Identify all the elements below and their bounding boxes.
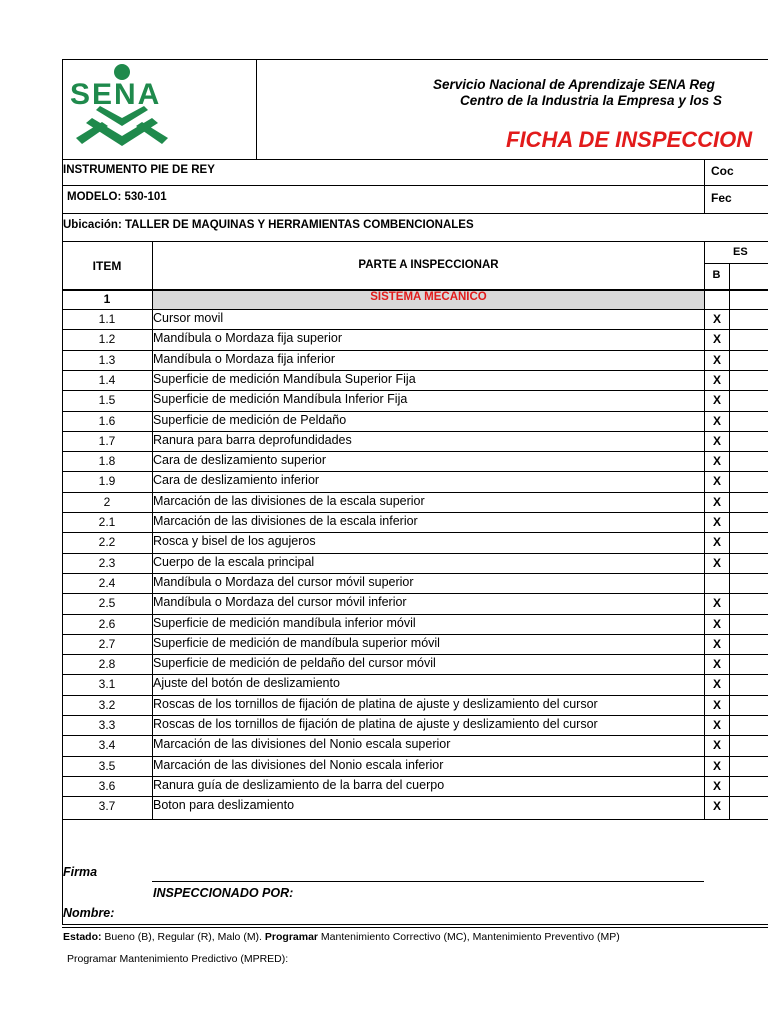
row-part-name: Mandíbula o Mordaza fija inferior <box>153 351 336 366</box>
col-state-sub: B <box>712 269 721 281</box>
row-item-number: 2.8 <box>98 657 116 672</box>
programar-text: Mantenimiento Correctivo (MC), Mantenimiento Preventivo (MP) <box>318 931 620 943</box>
row-part-name: Mandíbula o Mordaza fija superior <box>153 331 342 346</box>
row-state-mark: X <box>712 596 721 611</box>
row-part-name: Roscas de los tornillos de fijación de platina de ajuste y deslizamiento del cursor <box>153 717 598 731</box>
row-state-mark: X <box>712 433 721 448</box>
row-item-number: 2.1 <box>98 515 116 529</box>
form-title: FICHA DE INSPECCION <box>506 127 753 152</box>
inspected-by-label: INSPECCIONADO POR: <box>153 886 294 900</box>
row-part-name: Superficie de medición de peldaño del cursor móvil <box>153 656 436 671</box>
row-state-mark: X <box>712 799 721 814</box>
estado-label: Estado: <box>63 931 102 943</box>
row-part-name: Superficie de medición mandíbula inferior móvil <box>153 615 416 630</box>
row-part-name: Superficie de medición de mandíbula superior móvil <box>153 635 440 650</box>
row-part-name: Cursor movil <box>153 311 224 325</box>
firma-label: Firma <box>63 865 98 879</box>
row-part-name: Superficie de medición Mandíbula Superior Fija <box>153 371 416 386</box>
row-item-number: 3.7 <box>98 799 116 814</box>
col-state-header: ES <box>733 246 748 258</box>
row-part-name: Ranura para barra deprofundidades <box>153 432 352 447</box>
row-part-name: Ajuste del botón de deslizamiento <box>153 676 340 691</box>
org-line-1: Servicio Nacional de Aprendizaje SENA Reg <box>433 77 715 92</box>
model-label: MODELO: 530-101 <box>67 191 167 203</box>
row-part-name: Superficie de medición de Peldaño <box>153 412 347 427</box>
row-state-mark: X <box>712 393 721 408</box>
row-item-number: 1.7 <box>98 433 116 448</box>
row-part-name: Boton para deslizamiento <box>153 798 295 813</box>
row-item-number: 1.5 <box>98 393 116 408</box>
row-state-mark: X <box>712 332 721 347</box>
instrument-label: INSTRUMENTO PIE DE REY <box>63 164 215 176</box>
estado-line <box>63 931 620 943</box>
row-item-number: 1.4 <box>98 372 116 387</box>
estado-text: Bueno (B), Regular (R), Malo (M). <box>101 931 265 943</box>
row-state-mark: X <box>712 352 721 367</box>
row-state-mark: X <box>712 413 721 428</box>
row-item-number: 1.8 <box>98 454 116 469</box>
row-part-name: Cuerpo de la escala principal <box>153 554 315 569</box>
row-part-name: Cara de deslizamiento inferior <box>153 473 320 488</box>
row-state-mark: X <box>712 657 721 672</box>
row-state-mark: X <box>712 494 721 509</box>
row-item-number: 1.2 <box>98 332 116 347</box>
row-state-mark: X <box>712 555 721 570</box>
row-part-name: Ranura guía de deslizamiento de la barra del cuerpo <box>153 777 445 792</box>
row-state-mark: X <box>712 738 721 753</box>
row-item-number: 3.2 <box>98 697 116 712</box>
signature-line <box>152 881 704 882</box>
row-part-name: Mandíbula o Mordaza del cursor móvil inferior <box>153 595 407 610</box>
col-part-header: PARTE A INSPECCIONAR <box>358 259 499 271</box>
row-item-number: 3.3 <box>98 718 116 732</box>
row-state-mark: X <box>712 636 721 651</box>
row-state-mark: X <box>712 515 721 529</box>
row-part-name: Marcación de las divisiones de la escala inferior <box>153 514 418 528</box>
row-item-number: 2 <box>103 494 111 509</box>
row-item-number: 2.4 <box>98 575 116 590</box>
row-part-name: Marcación de las divisiones del Nonio escala superior <box>153 737 451 752</box>
date-label: Fec <box>711 191 732 205</box>
row-part-name: Roscas de los tornillos de fijación de platina de ajuste y deslizamiento del cursor <box>153 696 598 711</box>
row-part-name: Rosca y bisel de los agujeros <box>153 534 316 549</box>
col-item-header: ITEM <box>92 259 122 273</box>
row-state-mark: X <box>712 372 721 387</box>
row-part-name: Mandíbula o Mordaza del cursor móvil superior <box>153 574 414 589</box>
row-item-number: 2.7 <box>98 636 116 651</box>
row-state-mark: X <box>712 697 721 712</box>
row-item-number: 3.1 <box>98 677 116 692</box>
nombre-label: Nombre: <box>63 906 115 920</box>
row-state-mark: X <box>712 778 721 793</box>
section-item: 1 <box>103 292 111 306</box>
sena-logo <box>62 60 256 158</box>
row-item-number: 1.1 <box>98 312 116 326</box>
row-item-number: 1.9 <box>98 474 116 489</box>
row-item-number: 2.3 <box>98 555 116 570</box>
row-item-number: 2.6 <box>98 616 116 631</box>
row-item-number: 2.5 <box>98 596 116 611</box>
logo-text: SENA <box>70 78 162 111</box>
row-item-number: 3.4 <box>98 738 116 753</box>
row-part-name: Marcación de las divisiones de la escala superior <box>153 493 425 508</box>
programar-label: Programar <box>264 931 319 943</box>
section-label: SISTEMA MECANICO <box>370 291 487 303</box>
row-item-number: 1.3 <box>98 352 116 367</box>
row-state-mark: X <box>712 677 721 692</box>
row-part-name: Cara de deslizamiento superior <box>153 453 327 468</box>
row-state-mark: X <box>712 312 721 326</box>
org-line-2: Centro de la Industria la Empresa y los S <box>460 93 722 108</box>
row-part-name: Superficie de medición Mandíbula Inferior Fija <box>153 392 408 407</box>
row-state-mark: X <box>712 535 721 550</box>
row-state-mark: X <box>712 616 721 631</box>
row-state-mark: X <box>712 718 721 732</box>
location-label: Ubicación: TALLER DE MAQUINAS Y HERRAMIENTAS COMBENCIONALES <box>63 219 474 231</box>
row-state-mark: X <box>712 758 721 773</box>
row-item-number: 3.6 <box>98 778 116 793</box>
row-item-number: 2.2 <box>98 535 116 550</box>
row-state-mark: X <box>712 474 721 489</box>
row-state-mark: X <box>712 454 721 469</box>
predictivo-line: Programar Mantenimiento Predictivo (MPRED): <box>67 953 289 965</box>
row-item-number: 3.5 <box>98 758 116 773</box>
row-item-number: 1.6 <box>98 413 116 428</box>
row-part-name: Marcación de las divisiones del Nonio escala inferior <box>153 757 444 772</box>
code-label: Coc <box>711 164 734 178</box>
